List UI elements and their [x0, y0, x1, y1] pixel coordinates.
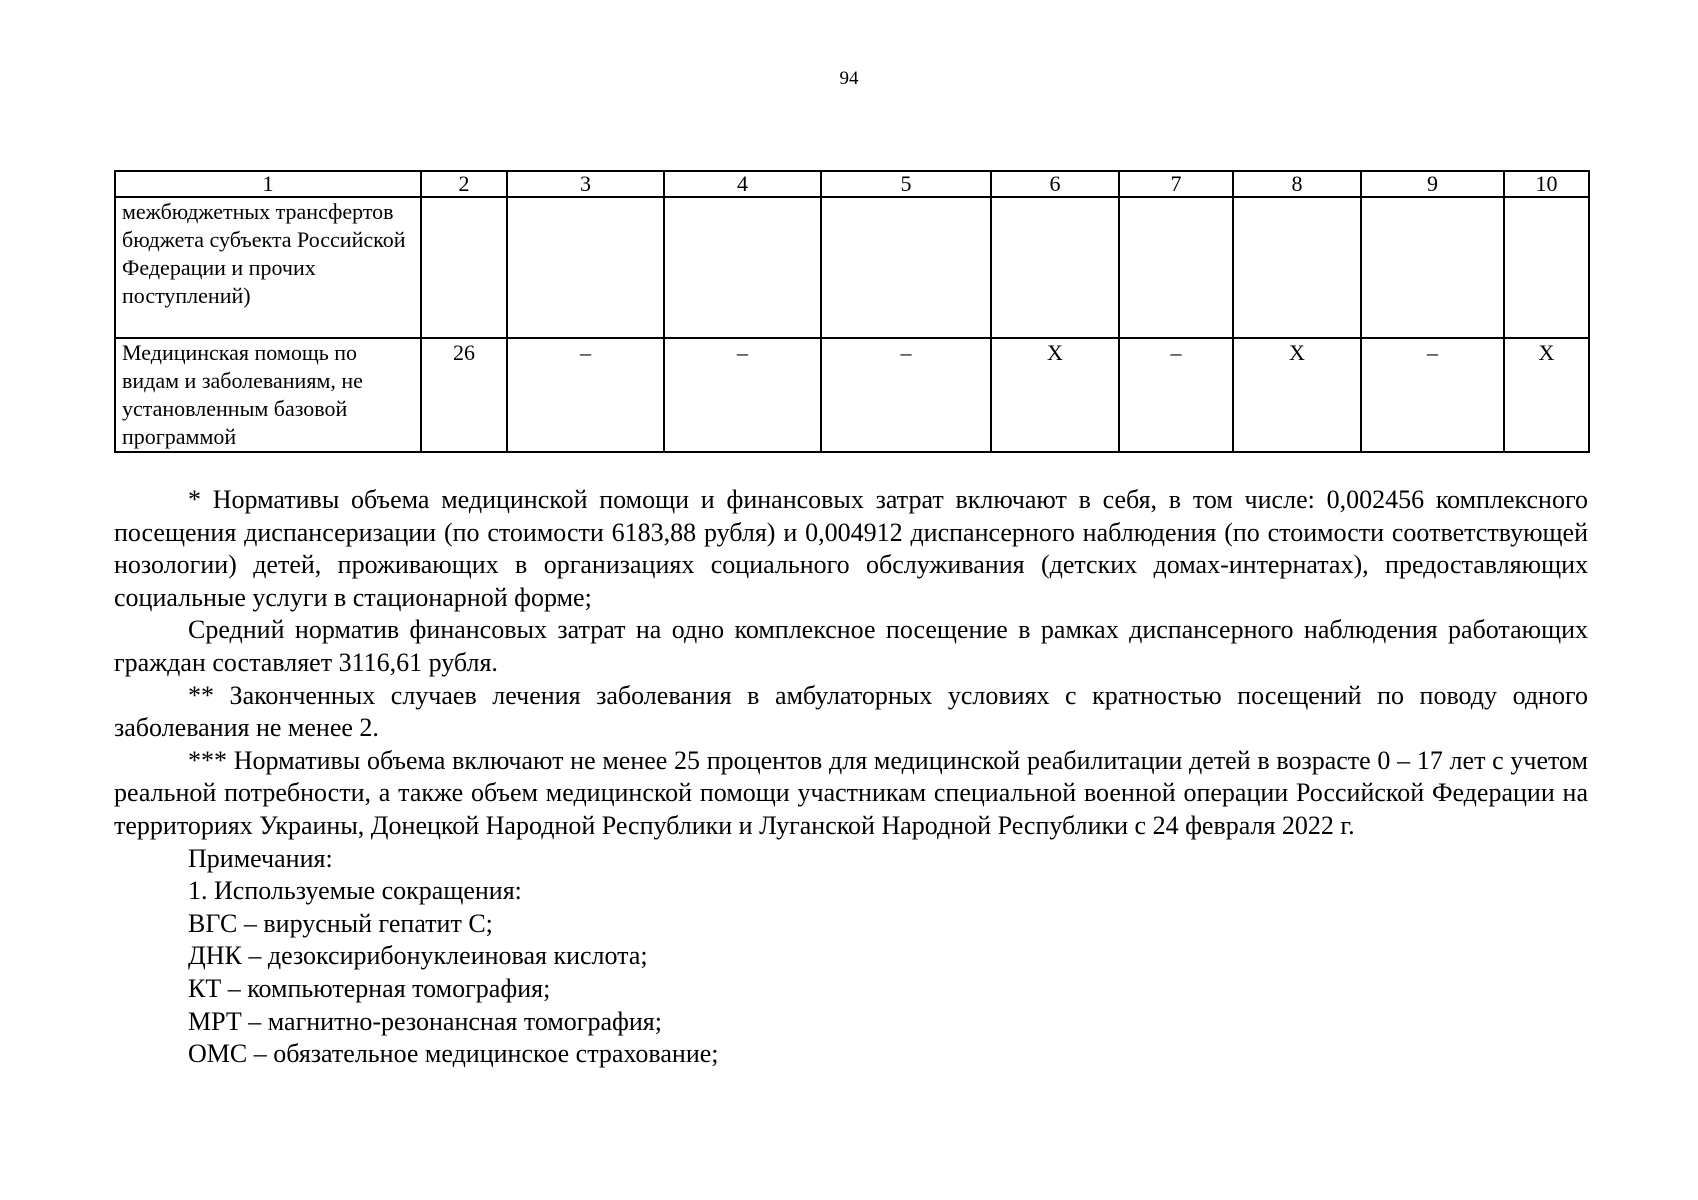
data-table: [114, 170, 1590, 453]
remarks-title: Примечания:: [188, 843, 333, 873]
footnotes-section: [114, 484, 1588, 1071]
column-header: 7: [1119, 171, 1233, 197]
table-cell: –: [664, 338, 821, 452]
table-cell: –: [1119, 338, 1233, 452]
table-cell: Х: [1233, 338, 1361, 452]
column-header: 4: [664, 171, 821, 197]
abbreviation-item: МРТ – магнитно-резонансная томография;: [188, 1006, 662, 1036]
abbreviation-item: ДНК – дезоксирибонуклеиновая кислота;: [188, 941, 648, 971]
column-header: 9: [1361, 171, 1504, 197]
table-cell: Х: [1504, 338, 1589, 452]
table-cell: [821, 197, 991, 338]
page-number: 94: [839, 68, 859, 89]
column-header: 3: [507, 171, 664, 197]
row-label: Медицинская помощь по видам и заболеваниям, не установленным базовой программой: [115, 338, 421, 452]
table-cell: [507, 197, 664, 338]
abbreviation-item: ВГС – вирусный гепатит С;: [188, 908, 493, 938]
table-header-row: [115, 171, 1589, 197]
column-header: 10: [1504, 171, 1589, 197]
footnote-paragraph: *** Нормативы объема включают не менее 25 процентов для медицинской реабилитации детей в возрасте 0 – 17 лет с учетом реальной потребности, а также объем медицинской помощи участникам специальной военной операции Российской Федерации на территориях Украины, Донецкой Народной Республики и Луганской Народной Республики с 24 февраля 2022 г.: [114, 745, 1588, 840]
table-cell: [664, 197, 821, 338]
column-header: 8: [1233, 171, 1361, 197]
abbreviation-item: ОМС – обязательное медицинское страхование;: [188, 1039, 719, 1069]
table-cell: 26: [421, 338, 507, 452]
column-header: 5: [821, 171, 991, 197]
table-cell: [421, 197, 507, 338]
table-cell: [1361, 197, 1504, 338]
table-cell: [991, 197, 1119, 338]
table-cell: –: [1361, 338, 1504, 452]
footnote-paragraph: ** Законченных случаев лечения заболевания в амбулаторных условиях с кратностью посещений по поводу одного заболевания не менее 2.: [114, 680, 1588, 743]
table-cell: [1119, 197, 1233, 338]
row-label: межбюджетных трансфертов бюджета субъекта Российской Федерации и прочих поступлений): [115, 197, 421, 338]
table-row: [115, 197, 1589, 338]
table-cell: –: [507, 338, 664, 452]
table-cell: Х: [991, 338, 1119, 452]
footnote-paragraph: * Нормативы объема медицинской помощи и финансовых затрат включают в себя, в том числе: 0,002456 комплексного посещения диспансеризации (по стоимости 6183,88 рубля) и 0,004912 диспансерного наблюдения (по стоимости соответствующей нозологии) детей, проживающих в организациях социального обслуживания (детских домах-интернатах), предоставляющих социальные услуги в стационарной форме;: [114, 485, 1588, 612]
abbreviation-item: КТ – компьютерная томография;: [188, 973, 551, 1003]
remarks-item: 1. Используемые сокращения:: [188, 876, 522, 906]
column-header: 1: [115, 171, 421, 197]
table-row: [115, 338, 1589, 452]
table-cell: –: [821, 338, 991, 452]
footnote-paragraph: Средний норматив финансовых затрат на одно комплексное посещение в рамках диспансерного наблюдения работающих граждан составляет 3116,61 рубля.: [114, 615, 1588, 677]
table-cell: [1504, 197, 1589, 338]
column-header: 2: [421, 171, 507, 197]
table-cell: [1233, 197, 1361, 338]
column-header: 6: [991, 171, 1119, 197]
